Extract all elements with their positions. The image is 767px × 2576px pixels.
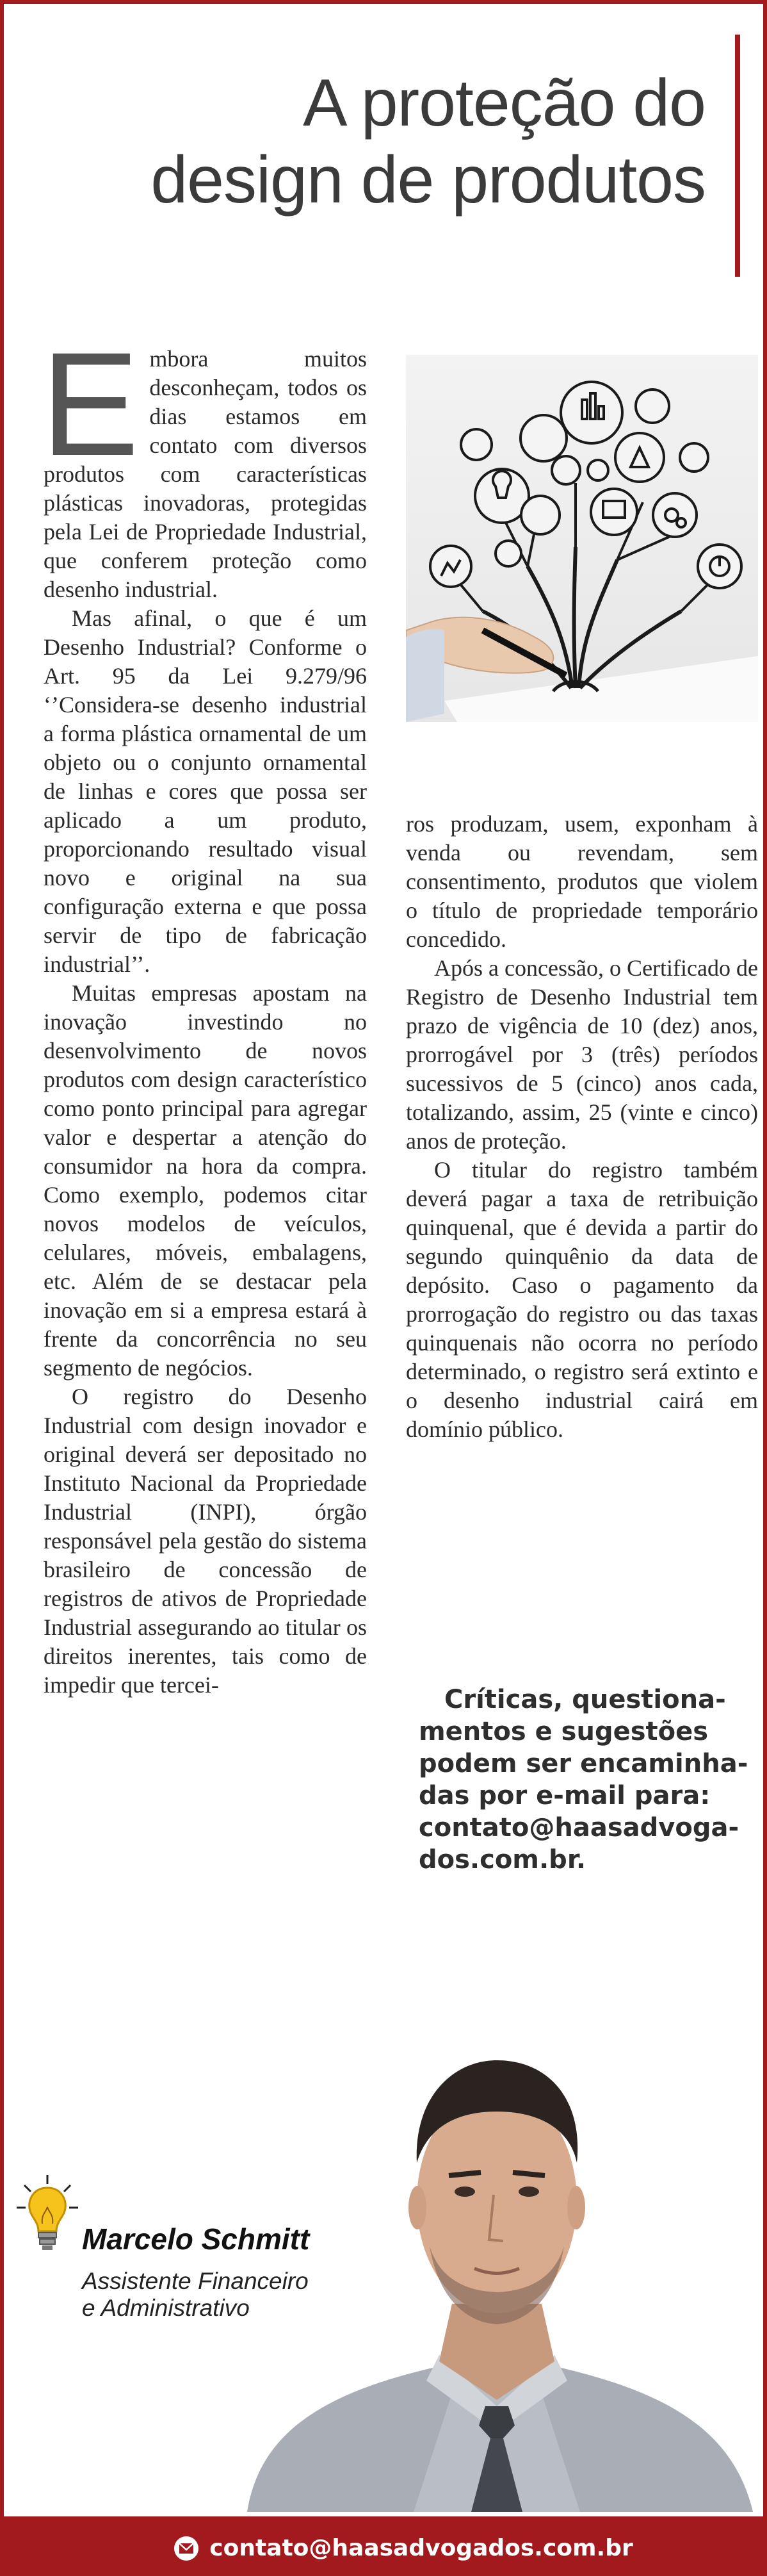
- title-line-2: design de produtos: [150, 143, 706, 217]
- feedback-line-5: contato@haasadvoga-: [419, 1813, 739, 1842]
- title-line-1: A proteção do: [303, 66, 706, 140]
- author-role-line-1: Assistente Financeiro: [82, 2268, 309, 2294]
- paragraph-3: Muitas empresas apostam na inovação investindo no desenvolvimento de novos produtos com design característico como ponto principal para agregar valor e despertar a atenção do consumidor na hora da compra. Como exemplo, podemos citar novos modelos de veículos, celulares, móveis, embalagens, etc. Além de se destacar pela inovação em si a empresa estará à frente da concorrência no seu segmento de negócios.: [44, 980, 367, 1381]
- paragraph-5: ros produzam, usem, exponham à venda ou revendam, sem consentimento, produtos que violem o título de propriedade temporário concedido.: [406, 811, 758, 952]
- feedback-line-1: Críticas, questiona-: [444, 1685, 726, 1714]
- feedback-line-2: mentos e sugestões: [419, 1717, 709, 1746]
- article-title: [150, 65, 706, 218]
- paragraph-7: O titular do registro também deverá pagar a taxa de retribuição quinquenal, que é devida a partir do segundo quinquênio da data de depósito. Caso o pagamento da prorrogação do registro ou das taxas quinquenais não ocorra no período determinado, o registro será extinto e o desenho industrial cairá em domínio público.: [406, 1157, 758, 1442]
- author-name: Marcelo Schmitt: [82, 2222, 310, 2256]
- title-accent-bar: [735, 35, 740, 277]
- paragraph-1-text: mbora muitos desconheçam, todos os dias estamos em contato com diversos produtos com características plásticas inovadoras, protegidas pela Lei de Propriedade Industrial, que conferem proteção como desenho industrial.: [44, 346, 367, 602]
- feedback-line-6: dos.com.br.: [419, 1845, 586, 1875]
- footer-email[interactable]: contato@haasadvogados.com.br: [209, 2535, 633, 2561]
- article-right-column: [406, 810, 758, 1444]
- article-left-column: [41, 322, 367, 1700]
- paragraph-1: [41, 322, 367, 604]
- author-role-line-2: e Administrativo: [82, 2295, 250, 2321]
- tree-drawing-icon: [406, 355, 758, 722]
- feedback-line-3: podem ser encaminha-: [419, 1749, 748, 1778]
- envelope-icon: [174, 2536, 199, 2561]
- paragraph-4: O registro do Desenho Industrial com design inovador e original deverá ser depositado no Instituto Nacional da Propriedade Industrial (INPI), órgão responsável pela gestão do sistema brasileiro de concessão de registros de ativos de Propriedade Industrial assegurando ao titular os direitos inerentes, tais como de impedir que tercei-: [44, 1384, 367, 1698]
- tree-of-ideas-illustration: [406, 355, 758, 722]
- author-portrait: [222, 2035, 767, 2512]
- feedback-note: [419, 1684, 752, 1876]
- lightbulb-icon: [15, 2172, 79, 2256]
- footer-bar: [4, 2516, 767, 2576]
- paragraph-2: Mas afinal, o que é um Desenho Industrial? Conforme o Art. 95 da Lei 9.279/96 ‘’Considera-se desenho industrial a forma plástica ornamental de um objeto ou o conjunto ornamental de linhas e cores que possa ser aplicado a um produto, proporcionando resultado visual novo e original na sua configuração externa e que possa servir de tipo de fabricação industrial’’.: [44, 605, 367, 977]
- paragraph-6: Após a concessão, o Certificado de Registro de Desenho Industrial tem prazo de vigência de 10 (dez) anos, prorrogável por 3 (três) períodos sucessivos de 5 (cinco) anos cada, totalizando, assim, 25 (vinte e cinco) anos de proteção.: [406, 955, 758, 1154]
- footer-contact[interactable]: [174, 2535, 633, 2561]
- drop-cap: E: [41, 322, 140, 486]
- feedback-line-4: das por e-mail para:: [419, 1781, 711, 1810]
